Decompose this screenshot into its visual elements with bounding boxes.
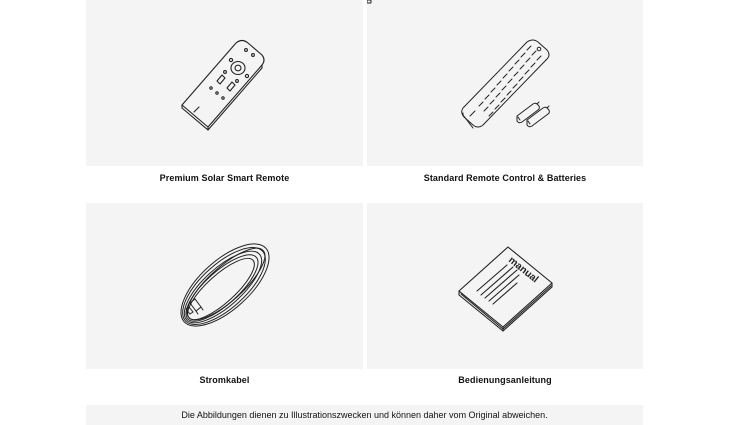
accessory-label-standard-remote: Standard Remote Control & Batteries (423, 173, 587, 183)
accessory-card-standard-remote (367, 0, 643, 166)
accessory-label-manual: Bedienungsanleitung (458, 375, 552, 385)
accessory-label-smart-remote: Premium Solar Smart Remote (159, 173, 290, 183)
accessory-label-power-cable: Stromkabel (199, 375, 250, 385)
accessory-card-smart-remote (86, 0, 363, 166)
manual-cover-text: manual (506, 254, 541, 286)
smart-remote-icon (86, 0, 363, 166)
accessory-card-manual (367, 203, 643, 369)
power-cable-icon (86, 203, 363, 369)
manual-icon (367, 203, 643, 369)
accessory-card-power-cable (86, 203, 363, 369)
remote-batteries-icon (367, 0, 643, 166)
disclaimer-bar (86, 405, 643, 425)
disclaimer-text: Die Abbildungen dienen zu Illustrationszwecken und können daher vom Original abweichen. (181, 410, 548, 420)
